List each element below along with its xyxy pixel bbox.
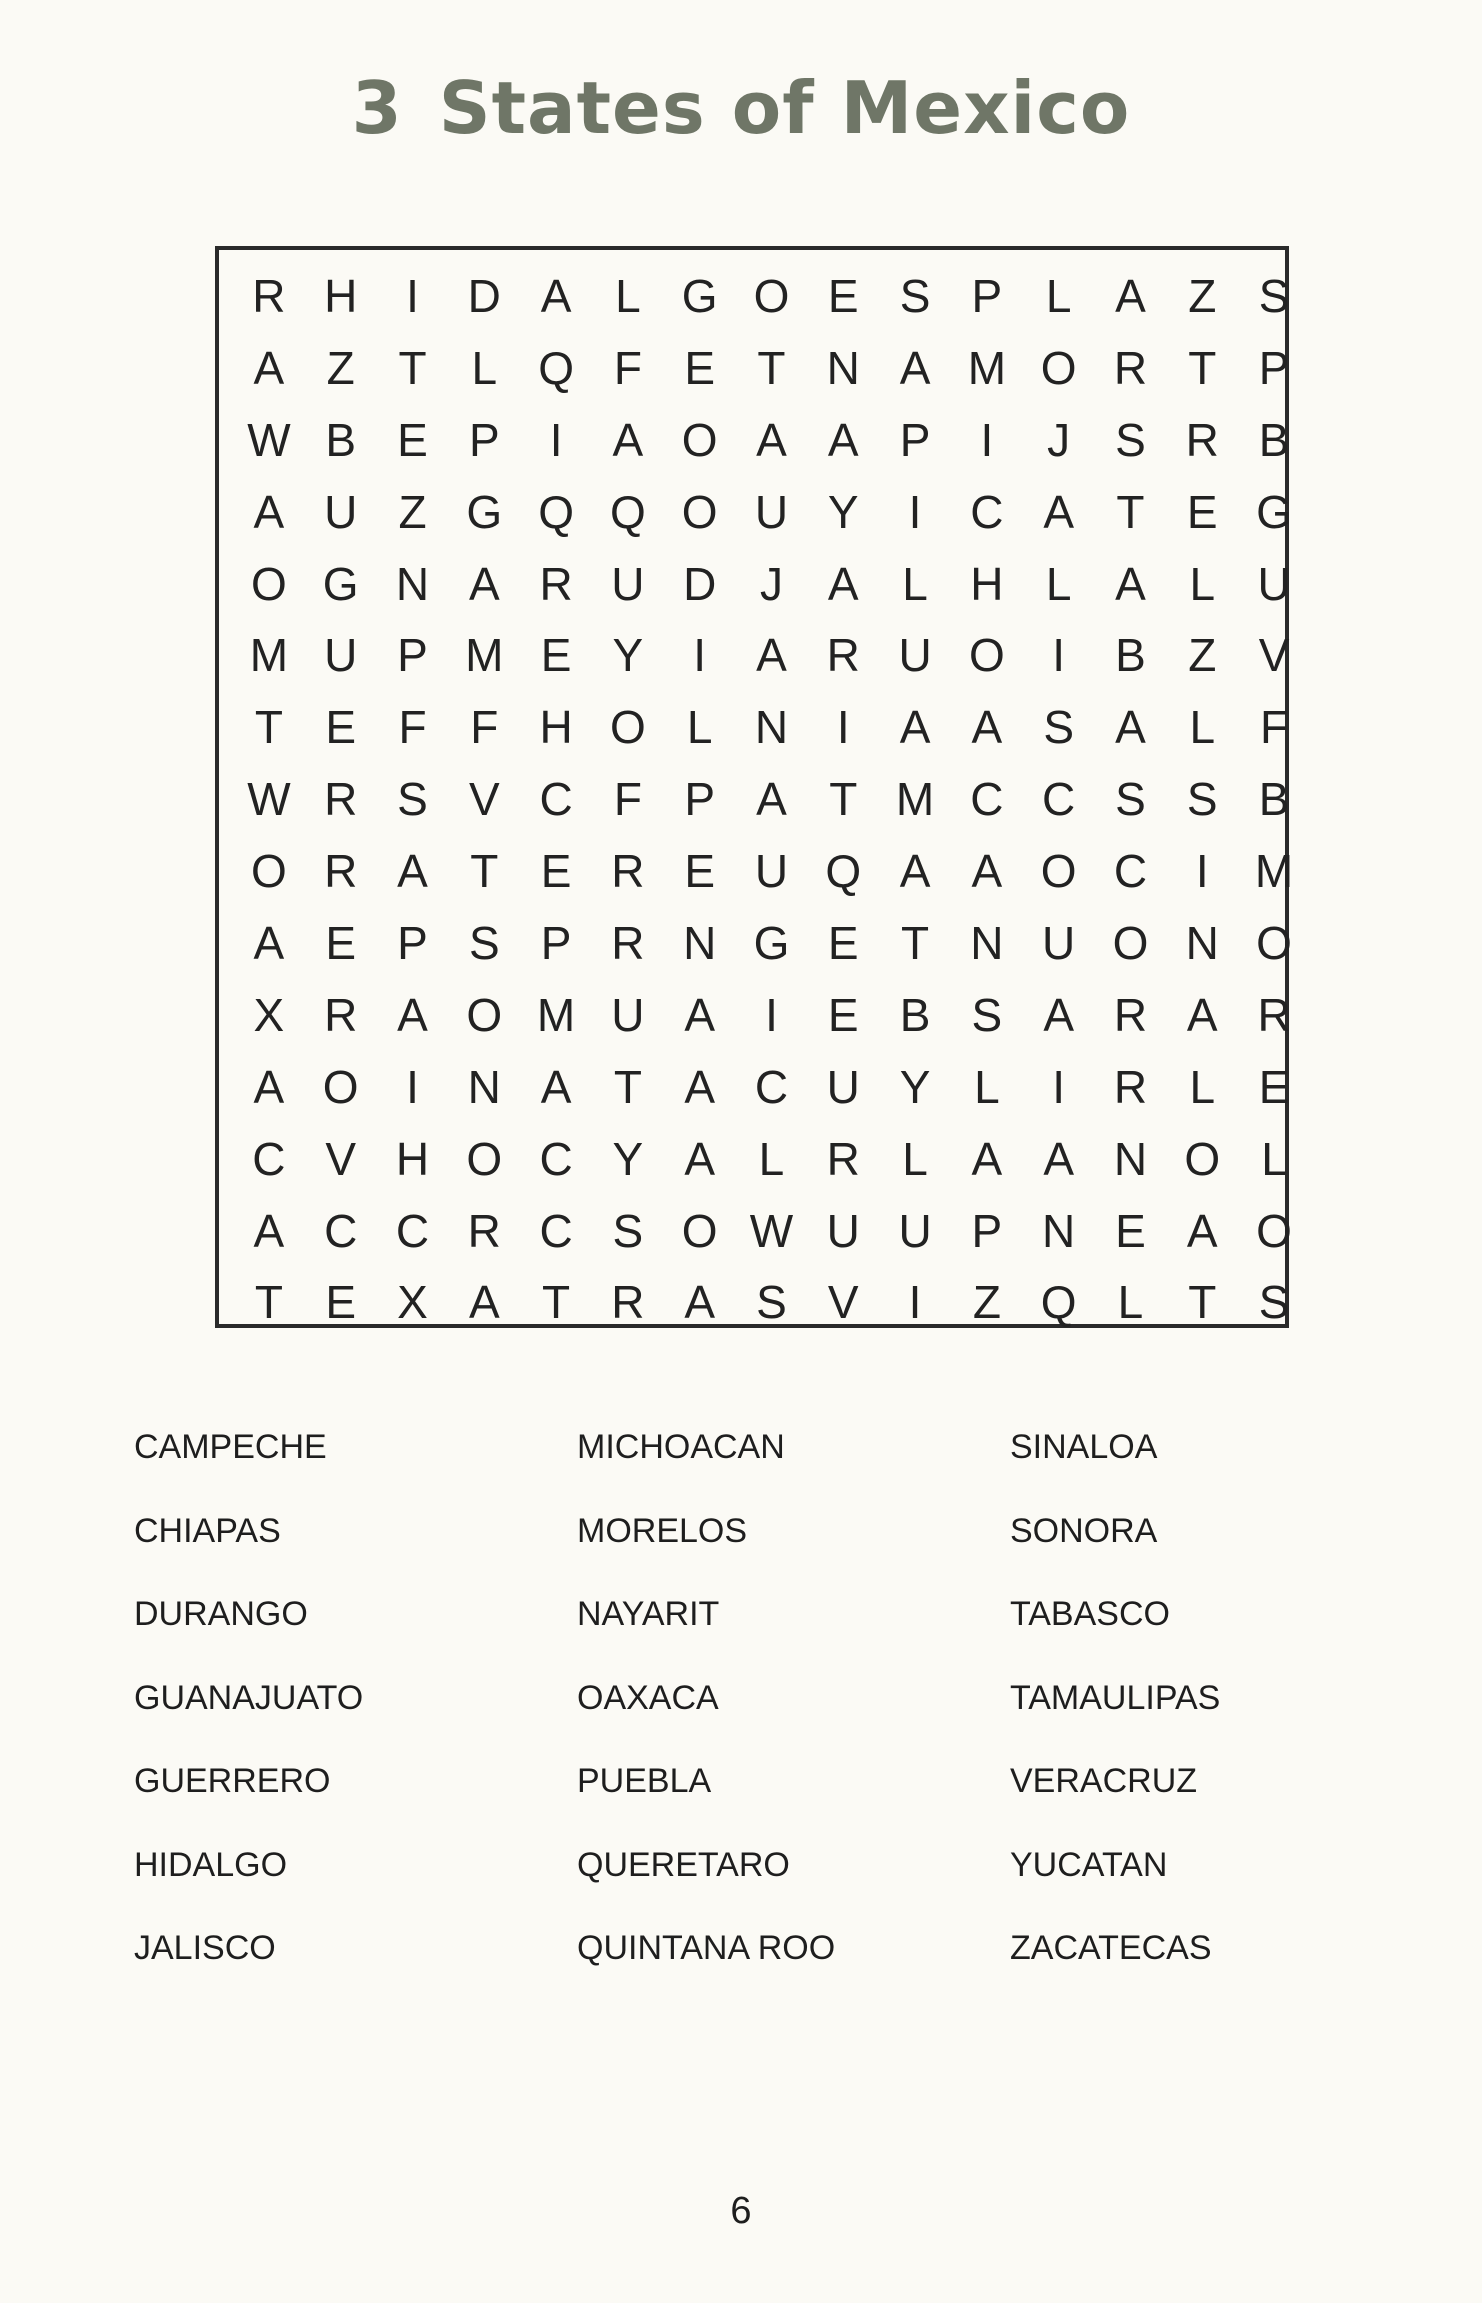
grid-letter: J (1047, 413, 1071, 466)
grid-letter: E (827, 916, 859, 969)
word-list-item: SINALOA (1010, 1428, 1158, 1466)
grid-letter: U (826, 1204, 860, 1257)
grid-letter: R (1185, 413, 1219, 466)
grid-letter: L (471, 341, 498, 394)
grid-letter: Q (538, 341, 574, 394)
grid-letter: C (754, 1060, 789, 1113)
grid-letter: B (1258, 413, 1290, 466)
grid-letter: U (1042, 916, 1076, 969)
grid-letter: O (466, 1132, 503, 1185)
grid-letter: S (1258, 269, 1290, 322)
grid-letter: N (1185, 916, 1219, 969)
grid-letter: S (612, 1204, 644, 1257)
grid-letter: U (324, 485, 358, 538)
grid-letter: C (395, 1204, 430, 1257)
grid-letter: O (466, 988, 503, 1041)
word-list-item: DURANGO (134, 1595, 308, 1633)
grid-letter: F (613, 773, 642, 826)
grid-letter: D (467, 269, 501, 322)
word-list-item: CAMPECHE (134, 1428, 327, 1466)
grid-letter: L (1117, 1276, 1144, 1329)
grid-letter: P (971, 1204, 1003, 1257)
grid-letter: T (470, 845, 499, 898)
puzzle-number: 3 (351, 66, 403, 150)
grid-letter: Y (827, 485, 859, 538)
grid-letter: L (1045, 557, 1072, 610)
grid-letter: S (1115, 773, 1146, 826)
word-list-item: YUCATAN (1010, 1845, 1168, 1884)
word-list-item: TAMAULIPAS (1010, 1678, 1221, 1717)
grid-letter: A (468, 1276, 500, 1329)
grid-letter: D (683, 557, 717, 610)
grid-letter: I (1052, 1060, 1066, 1113)
grid-letter: N (826, 341, 860, 394)
word-list-item: SONORA (1010, 1511, 1158, 1550)
grid-letter: Z (972, 1276, 1001, 1329)
grid-letter: R (611, 845, 645, 898)
grid-letter: Q (609, 485, 646, 538)
grid-letter: E (827, 988, 859, 1041)
grid-letter: A (1043, 1132, 1074, 1185)
grid-letter: A (1186, 988, 1218, 1041)
grid-letter: A (540, 269, 572, 322)
grid-letter: Z (398, 485, 427, 538)
grid-letter: L (974, 1060, 1000, 1113)
grid-letter: L (1045, 269, 1072, 322)
grid-letter: S (397, 773, 428, 826)
word-list-item: MICHOACAN (577, 1428, 785, 1466)
grid-letter: W (749, 1204, 794, 1257)
grid-letter: P (971, 269, 1003, 322)
grid-letter: T (542, 1276, 571, 1329)
grid-letter: A (899, 341, 931, 394)
grid-letter: R (1257, 988, 1291, 1041)
grid-letter: T (1188, 1276, 1217, 1329)
word-search-grid-frame (215, 246, 1294, 1329)
grid-letter: W (247, 413, 291, 466)
grid-letter: C (970, 485, 1004, 538)
page-title (0, 66, 1482, 150)
grid-letter: Q (1040, 1276, 1077, 1329)
grid-letter: Y (612, 629, 644, 682)
grid-letter: P (1258, 341, 1290, 394)
grid-letter: R (467, 1204, 501, 1257)
grid-letter: T (254, 1276, 283, 1329)
grid-letter: U (898, 629, 932, 682)
grid-letter: S (756, 1276, 787, 1329)
grid-letter: H (324, 269, 358, 322)
grid-letter: P (540, 916, 572, 969)
grid-letter: E (827, 269, 859, 322)
grid-letter: A (1186, 1204, 1218, 1257)
grid-letter: U (898, 1204, 932, 1257)
grid-letter: S (1115, 413, 1146, 466)
grid-letter: R (611, 916, 645, 969)
grid-letter: A (971, 1132, 1003, 1185)
grid-letter: U (754, 845, 789, 898)
grid-letter: H (539, 701, 573, 754)
grid-letter: E (540, 845, 572, 898)
grid-letter: R (324, 773, 358, 826)
grid-letter: G (1256, 485, 1292, 538)
grid-letter: A (899, 845, 931, 898)
grid-letter: I (836, 701, 850, 754)
grid-letter: F (470, 701, 499, 754)
grid-letter: A (612, 413, 644, 466)
grid-letter: O (1040, 845, 1077, 898)
grid-letter: O (968, 629, 1005, 682)
grid-letter: A (684, 1060, 716, 1113)
grid-letter: I (1052, 629, 1066, 682)
grid-letter: O (681, 485, 718, 538)
grid-letter: F (1260, 701, 1289, 754)
grid-letter: O (322, 1060, 359, 1113)
grid-letter: L (1189, 557, 1216, 610)
grid-letter: S (971, 988, 1003, 1041)
grid-letter: N (754, 701, 789, 754)
grid-letter: P (397, 629, 428, 682)
grid-letter: U (611, 557, 645, 610)
grid-letter: A (1115, 701, 1146, 754)
grid-letter: N (1042, 1204, 1076, 1257)
grid-letter: N (683, 916, 717, 969)
grid-letter: E (540, 629, 572, 682)
grid-letter: A (971, 845, 1003, 898)
grid-letter: V (325, 1132, 357, 1185)
grid-letter: T (901, 916, 930, 969)
grid-letter: A (468, 557, 500, 610)
grid-letter: R (324, 845, 358, 898)
grid-letter: O (1040, 341, 1077, 394)
grid-letter: A (756, 629, 787, 682)
grid-letter: C (539, 1204, 573, 1257)
grid-letter: S (1043, 701, 1074, 754)
grid-letter: T (757, 341, 786, 394)
grid-letter: T (613, 1060, 642, 1113)
grid-letter: C (324, 1204, 358, 1257)
grid-letter: L (615, 269, 641, 322)
word-list-item: QUINTANA ROO (577, 1929, 836, 1967)
grid-letter: M (465, 629, 504, 682)
word-list-item: OAXACA (577, 1678, 719, 1717)
grid-letter: A (684, 1276, 716, 1329)
grid-letter: A (684, 988, 716, 1041)
grid-letter: E (397, 413, 428, 466)
grid-letter: L (1189, 701, 1216, 754)
grid-letter: L (758, 1132, 785, 1185)
grid-letter: L (1261, 1132, 1287, 1185)
grid-letter: A (756, 773, 787, 826)
grid-letter: E (684, 341, 716, 394)
grid-letter: I (765, 988, 778, 1041)
grid-letter: Q (825, 845, 862, 898)
grid-letter: O (753, 269, 790, 322)
grid-letter: U (826, 1060, 860, 1113)
grid-letter: M (249, 629, 289, 682)
grid-letter: M (536, 988, 576, 1041)
grid-letter: I (908, 1276, 922, 1329)
grid-letter: N (970, 916, 1004, 969)
grid-letter: L (902, 557, 928, 610)
grid-letter: Q (538, 485, 574, 538)
grid-letter: I (908, 485, 922, 538)
grid-letter: N (467, 1060, 501, 1113)
grid-letter: E (1115, 1204, 1146, 1257)
grid-letter: R (1113, 1060, 1148, 1113)
grid-letter: A (253, 341, 285, 394)
word-list-item: GUERRERO (134, 1762, 331, 1800)
grid-letter: A (253, 916, 285, 969)
grid-letter: A (756, 413, 787, 466)
grid-letter: A (827, 413, 859, 466)
grid-letter: C (1042, 773, 1076, 826)
word-list-column-3 (1010, 1422, 1220, 2007)
grid-letter: T (1116, 485, 1145, 538)
grid-letter: L (686, 701, 713, 754)
grid-letter: C (970, 773, 1004, 826)
grid-letter: T (254, 701, 283, 754)
grid-letter: S (468, 916, 500, 969)
grid-letter: U (324, 629, 358, 682)
grid-letter: A (684, 1132, 716, 1185)
grid-letter: N (1113, 1132, 1148, 1185)
grid-letter: E (684, 845, 716, 898)
grid-letter: C (539, 773, 573, 826)
grid-letter: Y (899, 1060, 931, 1113)
grid-letter: R (539, 557, 573, 610)
grid-letter: A (397, 845, 428, 898)
grid-letter: R (1113, 341, 1148, 394)
grid-letter: U (1257, 557, 1291, 610)
grid-letter: A (253, 485, 285, 538)
word-list-item: GUANAJUATO (134, 1678, 364, 1717)
grid-letter: P (397, 916, 428, 969)
grid-letter: R (826, 1132, 860, 1185)
grid-letter: B (325, 413, 357, 466)
grid-letter: H (970, 557, 1004, 610)
grid-letter: C (1113, 845, 1148, 898)
grid-letter: N (395, 557, 430, 610)
grid-letter: Z (326, 341, 355, 394)
grid-letter: E (1186, 485, 1218, 538)
grid-letter: C (252, 1132, 286, 1185)
grid-letter: J (759, 557, 783, 610)
grid-letter: G (753, 916, 790, 969)
grid-letter: P (684, 773, 716, 826)
grid-letter: O (251, 845, 287, 898)
grid-letter: P (899, 413, 931, 466)
grid-letter: R (324, 988, 358, 1041)
grid-letter: I (549, 413, 563, 466)
grid-letter: P (468, 413, 500, 466)
grid-letter: O (1256, 916, 1292, 969)
grid-letter: T (1188, 341, 1217, 394)
grid-letter: G (466, 485, 503, 538)
grid-letter: Z (1188, 269, 1217, 322)
grid-letter: A (899, 701, 931, 754)
word-list-item: PUEBLA (577, 1762, 712, 1800)
word-search-grid (233, 260, 1310, 1338)
grid-letter: R (252, 269, 286, 322)
word-list-item: VERACRUZ (1010, 1762, 1198, 1800)
grid-letter: C (539, 1132, 573, 1185)
grid-letter: G (322, 557, 359, 610)
grid-letter: I (693, 629, 707, 682)
grid-letter: F (613, 341, 642, 394)
grid-letter: H (395, 1132, 430, 1185)
grid-letter: B (1115, 629, 1146, 682)
grid-letter: E (325, 1276, 357, 1329)
word-list-item: CHIAPAS (134, 1511, 281, 1550)
grid-letter: M (1254, 845, 1294, 898)
grid-letter: A (253, 1060, 285, 1113)
grid-letter: M (967, 341, 1007, 394)
word-list-item: ZACATECAS (1010, 1929, 1212, 1967)
grid-letter: A (1115, 269, 1146, 322)
grid-letter: Y (612, 1132, 644, 1185)
grid-letter: A (397, 988, 428, 1041)
grid-letter: G (681, 269, 718, 322)
grid-letter: L (902, 1132, 928, 1185)
grid-letter: R (611, 1276, 645, 1329)
grid-letter: O (681, 413, 718, 466)
grid-letter: S (899, 269, 931, 322)
grid-letter: V (468, 773, 500, 826)
grid-letter: A (540, 1060, 572, 1113)
grid-letter: B (899, 988, 931, 1041)
grid-letter: A (1043, 485, 1074, 538)
grid-letter: I (1195, 845, 1209, 898)
grid-letter: R (826, 629, 860, 682)
grid-letter: I (406, 1060, 419, 1113)
grid-letter: X (397, 1276, 428, 1329)
grid-letter: A (971, 701, 1003, 754)
grid-letter: E (325, 916, 357, 969)
grid-letter: T (398, 341, 427, 394)
grid-letter: S (1258, 1276, 1290, 1329)
grid-letter: V (1258, 629, 1290, 682)
grid-letter: U (611, 988, 645, 1041)
word-list-item: HIDALGO (134, 1845, 288, 1884)
page-number: 6 (730, 2190, 752, 2232)
grid-letter: E (325, 701, 357, 754)
grid-letter: A (1043, 988, 1074, 1041)
grid-letter: O (1184, 1132, 1221, 1185)
grid-letter: L (1189, 1060, 1216, 1113)
grid-letter: R (1113, 988, 1148, 1041)
word-list-item: NAYARIT (577, 1595, 720, 1633)
grid-letter: U (754, 485, 789, 538)
grid-letter: O (251, 557, 287, 610)
grid-letter: I (406, 269, 419, 322)
grid-letter: V (827, 1276, 859, 1329)
grid-letter: I (980, 413, 994, 466)
puzzle-title: States of Mexico (438, 66, 1131, 150)
grid-letter: X (253, 988, 285, 1041)
word-list-item: TABASCO (1010, 1595, 1170, 1633)
grid-letter: A (1115, 557, 1146, 610)
grid-letter: W (247, 773, 291, 826)
word-list-item: QUERETARO (577, 1845, 790, 1884)
word-list-item: JALISCO (134, 1929, 276, 1967)
grid-letter: A (253, 1204, 285, 1257)
grid-letter: T (829, 773, 858, 826)
grid-letter: S (1186, 773, 1218, 826)
grid-letter: B (1258, 773, 1290, 826)
grid-letter: O (1256, 1204, 1292, 1257)
grid-letter: M (895, 773, 935, 826)
grid-letter: O (609, 701, 646, 754)
grid-letter: F (398, 701, 427, 754)
grid-letter: A (827, 557, 859, 610)
grid-letter: Z (1188, 629, 1217, 682)
grid-letter: O (681, 1204, 718, 1257)
grid-letter: O (1112, 916, 1149, 969)
grid-letter: E (1258, 1060, 1290, 1113)
word-list-item: MORELOS (577, 1511, 748, 1550)
word-list-column-2 (577, 1422, 835, 2007)
word-list-column-1 (134, 1422, 363, 2007)
